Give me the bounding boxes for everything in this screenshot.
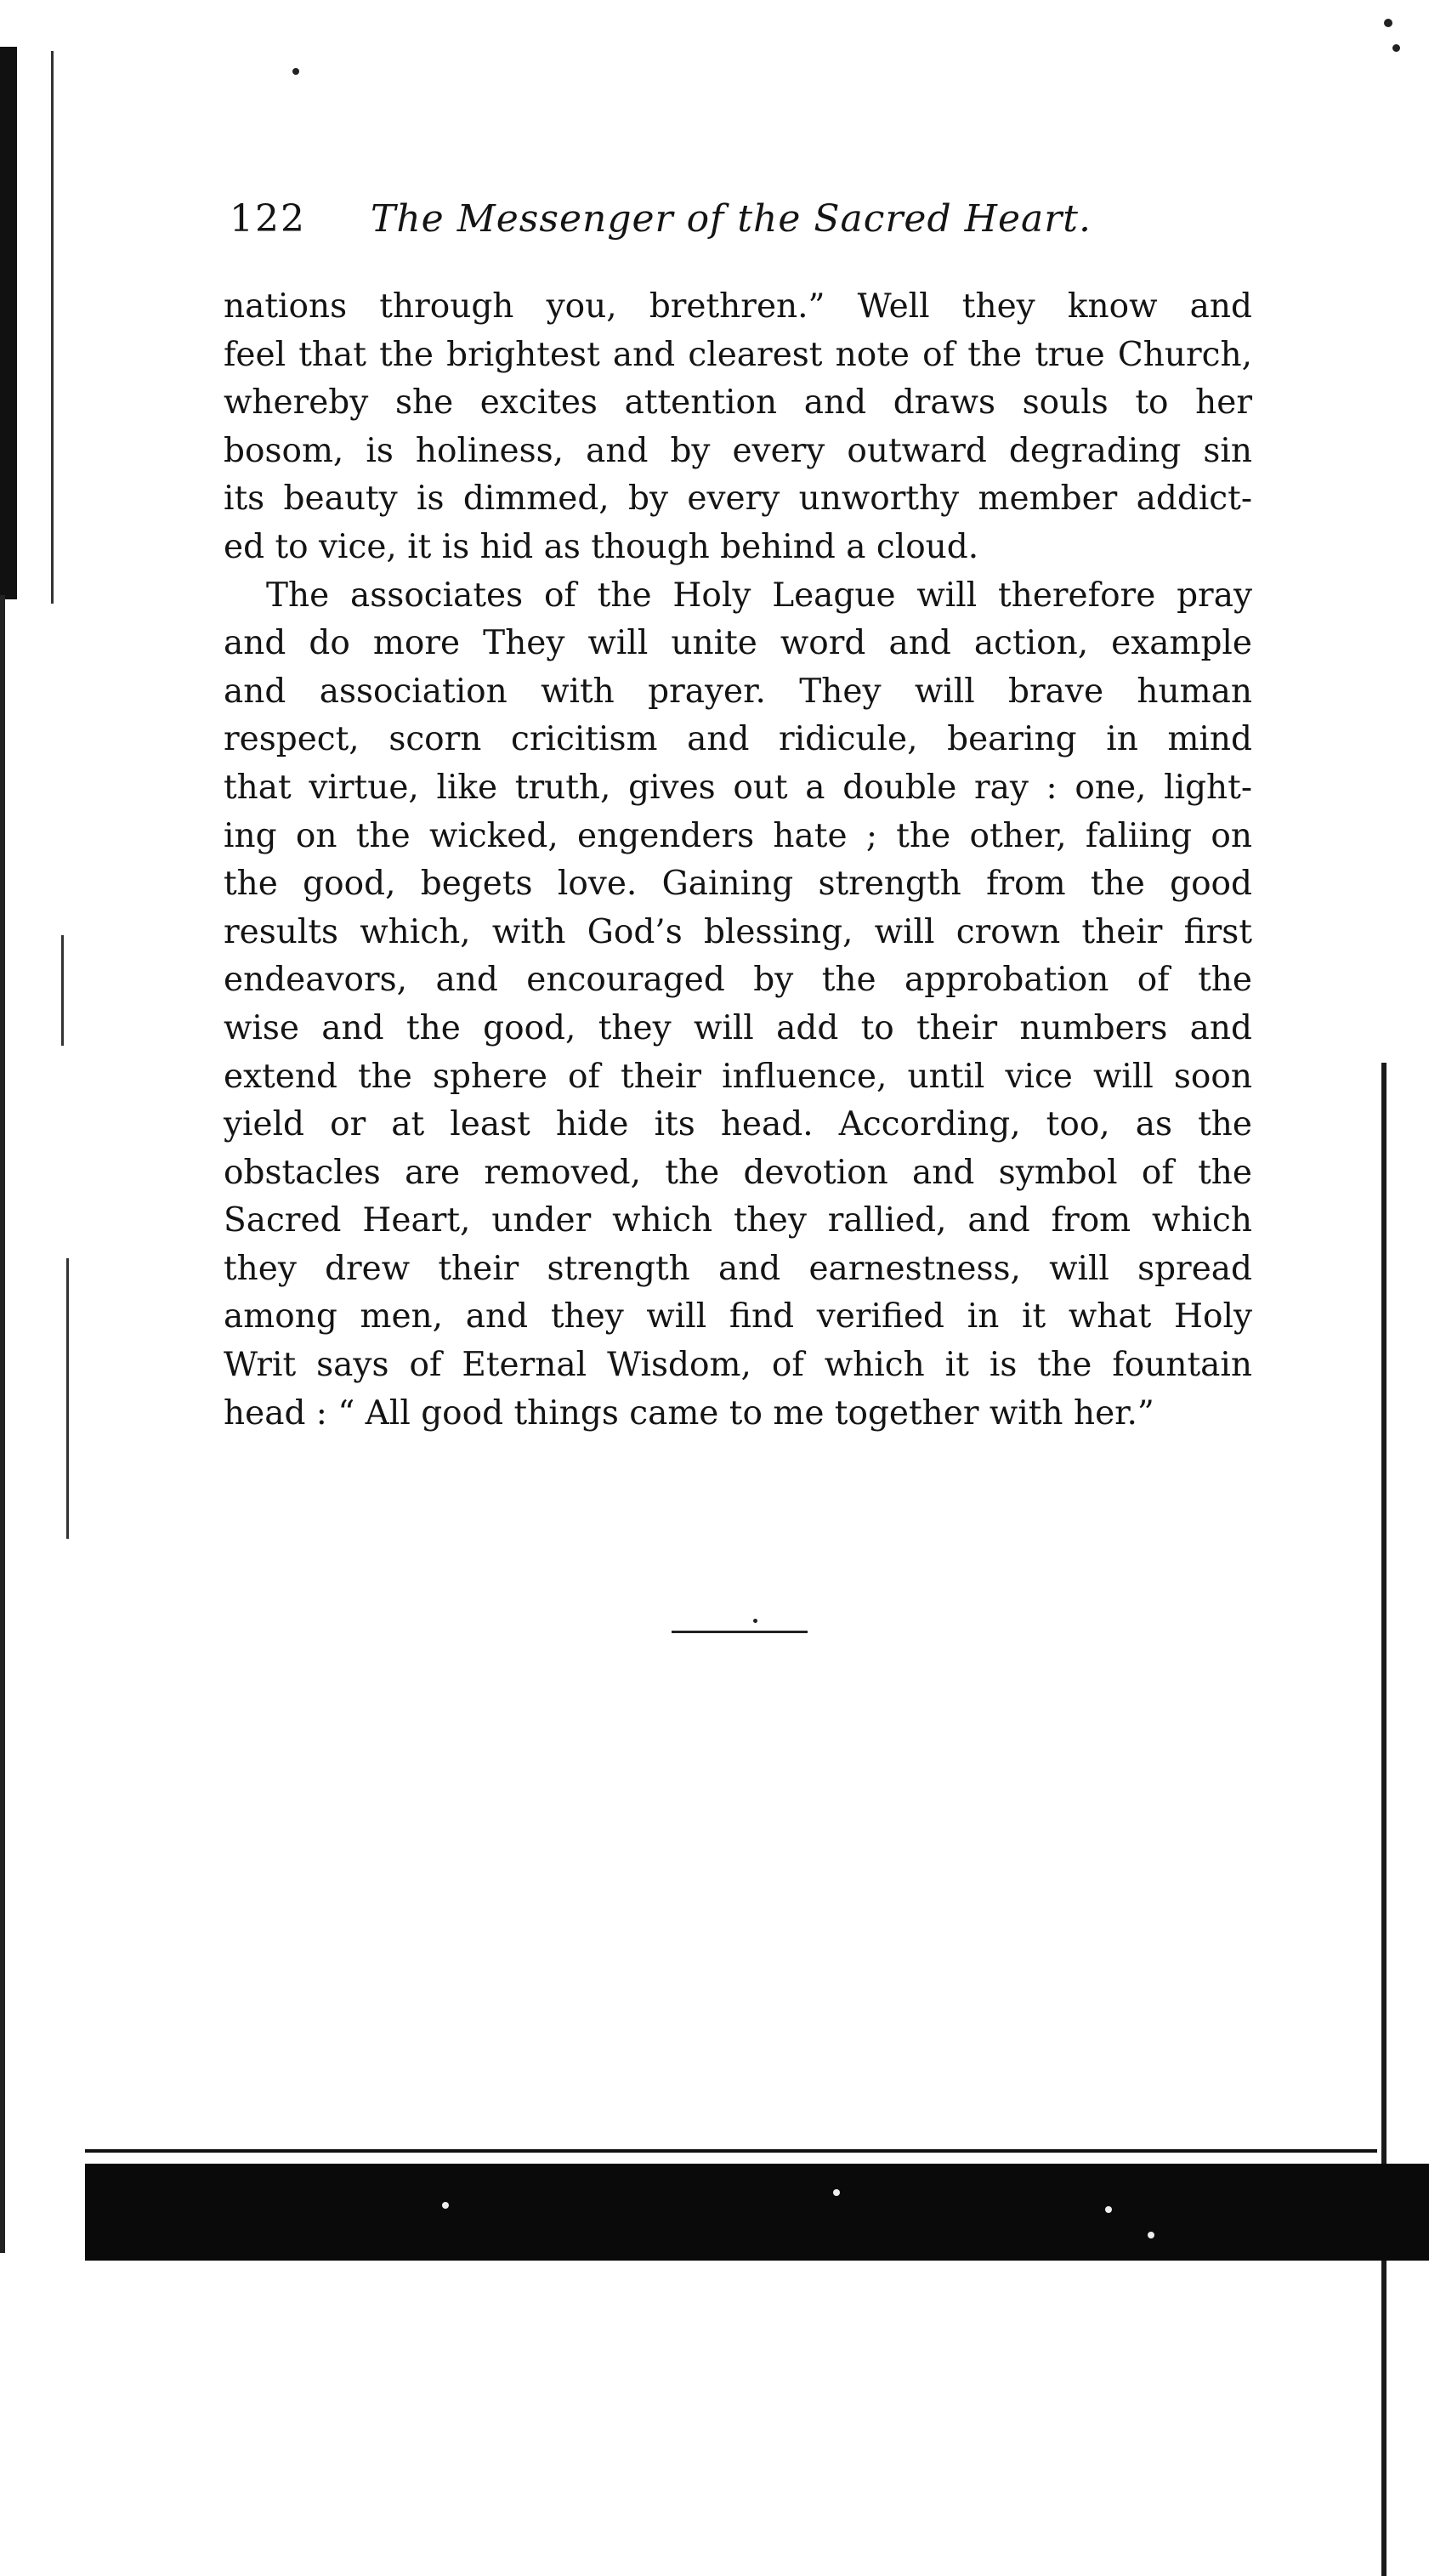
text-line: yield or at least hide its head. According, too, as the <box>224 1105 1252 1144</box>
text-line: extend the sphere of their influence, until vice will soon <box>224 1057 1252 1096</box>
text-line: obstacles are removed, the devotion and symbol of the <box>224 1153 1252 1192</box>
scan-speck <box>1148 2232 1154 2238</box>
running-head-title: The Messenger of the Sacred Heart. <box>371 197 1092 241</box>
text-line: the good, begets love. Gaining strength from the good <box>224 865 1252 904</box>
text-line: wise and the good, they will add to their numbers and <box>224 1008 1252 1047</box>
text-line: ing on the wicked, engenders hate ; the other, faliing on <box>224 816 1252 855</box>
scan-bottom-rule <box>85 2149 1377 2153</box>
text-line: endeavors, and encouraged by the approbation of the <box>224 961 1252 1000</box>
text-line: Writ says of Eternal Wisdom, of which it is the fountain <box>224 1346 1252 1385</box>
text-line: that virtue, like truth, gives out a double ray : one, light- <box>224 768 1252 807</box>
text-line: results which, with God’s blessing, will crown their first <box>224 912 1252 951</box>
scan-edge-shadow-lower <box>0 595 5 2253</box>
text-line: among men, and they will find verified in it what Holy <box>224 1297 1252 1336</box>
scan-speck <box>1105 2206 1112 2213</box>
scan-line-left-lower <box>66 1258 69 1539</box>
text-line: bosom, is holiness, and by every outward degrading sin <box>224 431 1252 470</box>
scan-speck <box>1392 44 1400 52</box>
scan-speck <box>442 2202 449 2209</box>
scan-edge-right <box>1381 1063 1386 2576</box>
scan-edge-shadow <box>0 47 17 599</box>
running-head <box>230 194 1131 245</box>
text-line: feel that the brightest and clearest note of the true Church, <box>224 335 1252 374</box>
text-line: ed to vice, it is hid as though behind a cloud. <box>224 527 979 566</box>
scan-bottom-band <box>85 2164 1429 2261</box>
text-line: nations through you, brethren.” Well they know and <box>224 287 1252 326</box>
text-line: and do more They will unite word and action, example <box>224 624 1252 663</box>
text-line: The associates of the Holy League will therefore pray <box>266 576 1252 615</box>
scan-line-left-upper <box>51 51 54 604</box>
paragraph <box>224 283 1252 572</box>
body-text <box>224 283 1252 1438</box>
paragraph <box>224 572 1252 1438</box>
section-end-rule <box>672 1631 808 1633</box>
scan-speck <box>833 2189 840 2196</box>
page-number: 122 <box>230 197 306 241</box>
text-line: they drew their strength and earnestness, will spread <box>224 1249 1252 1288</box>
text-line: and association with prayer. They will brave human <box>224 672 1252 711</box>
scan-speck <box>753 1619 757 1623</box>
text-line: Sacred Heart, under which they rallied, and from which <box>224 1201 1252 1240</box>
text-line: whereby she excites attention and draws souls to her <box>224 383 1252 423</box>
scan-speck <box>292 68 299 75</box>
scan-speck <box>1384 19 1392 27</box>
text-line: respect, scorn cricitism and ridicule, bearing in mind <box>224 720 1252 759</box>
text-line: head : “ All good things came to me together with her.” <box>224 1393 1154 1433</box>
scan-line-left-middle <box>61 935 64 1046</box>
text-line: its beauty is dimmed, by every unworthy member addict- <box>224 479 1252 519</box>
